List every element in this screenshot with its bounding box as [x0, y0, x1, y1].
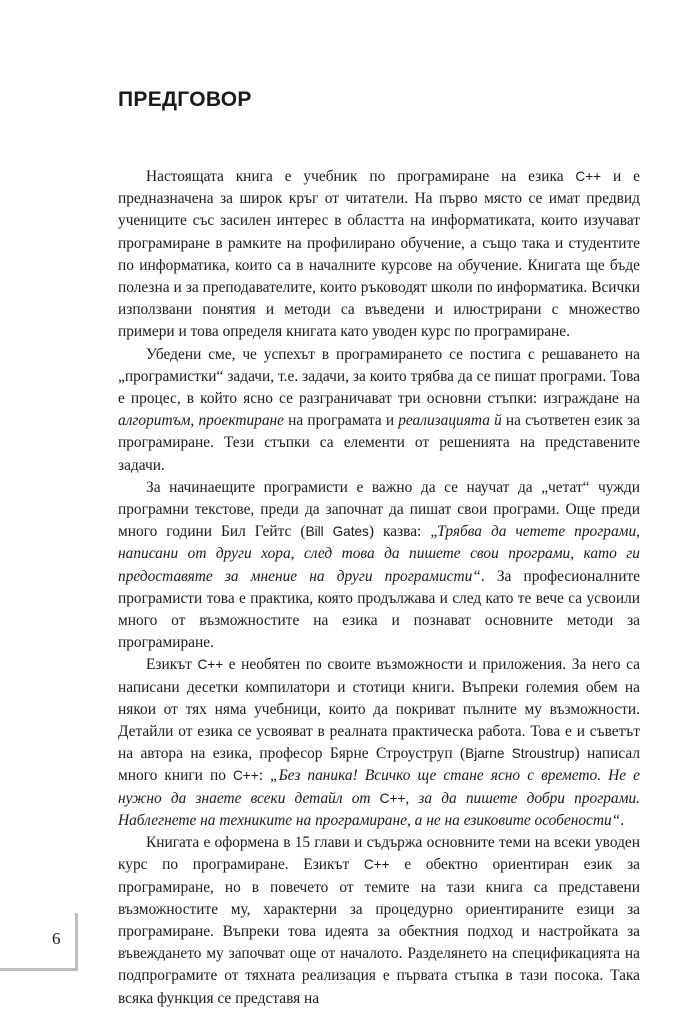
cpp-term: C++ [575, 169, 602, 184]
body-text [118, 166, 640, 1010]
paragraph-5: Книгата е оформена в 15 глави и съдържа основните теми на всеки уводен курс по програмиране. Езикът C++ е обектно ориентиран език за програмиране, но в повечето от темите на тази книга са представени възможностите му, характерни за процедурно ориентираните езици за програмиране. Въпреки това идеята за обектния подход и настройката за въвеждането му започват още от началото. Разделянето на спецификацията на подпрограмите от тяхната реализация е първата стъпка в тази посока. Така всяка функция се представя на [118, 834, 640, 1007]
name-bill-gates: Bill Gates [305, 524, 369, 540]
term-pronoun: й [494, 412, 502, 430]
paragraph-3: За начинаещите програмисти е важно да се научат да „четат“ чужди програмни текстове, преди да започнат да пишат свои програми. Още преди много години Бил Гейтс (Bill Gates) казва: „Трябва да четете програми, написани от други хора, след това да пишете свои програми, като ги предоставяте за мнение на други програмисти“. За професионалните програмисти това е практика, която продължава и след като те вече са усвоили много от възможностите на езика и познават основните методи за програмиране. [118, 478, 641, 652]
name-stroustrup: Bjarne Stroustrup [465, 746, 575, 762]
page-number: 6 [52, 929, 61, 948]
cpp-term: C++ [379, 790, 406, 806]
paragraph-4: Езикът C++ е необятен по своите възможности и приложения. За него са написани десетки компилатори и стотици книги. Въпреки големия обем на някои от тях няма учебници, които да покриват пълните му възможности. Детайли от езика се усвояват в реалната практическа работа. Това е и съветът на автора на езика, професор Бярне Строуструп (Bjarne Stroustrup) написал много книги по C++: „Без паника! Всичко ще стане ясно с времето. Не е нужно да знаете всеки детайл от C++, за да пишете добри програми. Наблегнете на техниките на програмиране, а не на езиковите особености“. [118, 656, 640, 829]
cpp-term: C++ [197, 657, 224, 673]
quote-bill-gates: „Трябва да четете програми, написани от други хора, след това да пишете свои програми, като ги предоставяте за мнение на други програмисти“ [118, 523, 641, 585]
term-algorithm: алгоритъм [118, 412, 191, 430]
term-design: проектиране [198, 412, 285, 430]
paragraph-2: Убедени сме, че успехът в програмирането се постига с решаването на „програмистки“ задачи, т.е. задачи, за които трябва да се пишат програми. Това е процес, в който ясно се разграничават три основни стъпки: изграждане на алгоритъм, проектиране на програмата и реализацията й на съответен език за програмиране. Тези стъпки са елементи от решенията на представените задачи. [118, 345, 640, 474]
page-heading: ПРЕДГОВОР [118, 88, 252, 111]
paragraph-1: Настоящата книга е учебник по програмиране на езика C++ и е предназначена за широк кръг от читатели. На първо място се имат предвид учениците със засилен интерес в областта на информатиката, които изучават програмиране в рамките на профилирано обучение, а също така и студентите по информатика, които са в началните курсове на обучение. Книгата ще бъде полезна и за преподавателите, които ръководят школи по информатика. Всички използвани понятия и методи са въведени и илюстрирани с множество примери и това определя книгата като уводен курс по програмиране. [118, 168, 640, 341]
term-implementation: реализацията [398, 412, 490, 430]
cpp-term: C++ [363, 857, 390, 873]
quote-stroustrup: „Без паника! Всичко ще стане ясно с времето. Не е нужно да знаете всеки детайл от C++, за да пишете добри програми. Наблегнете на техниките на програмиране, а не на езиковите особености“ [118, 767, 640, 829]
cpp-term: C++ [232, 768, 259, 784]
page-number-tab [0, 913, 78, 971]
